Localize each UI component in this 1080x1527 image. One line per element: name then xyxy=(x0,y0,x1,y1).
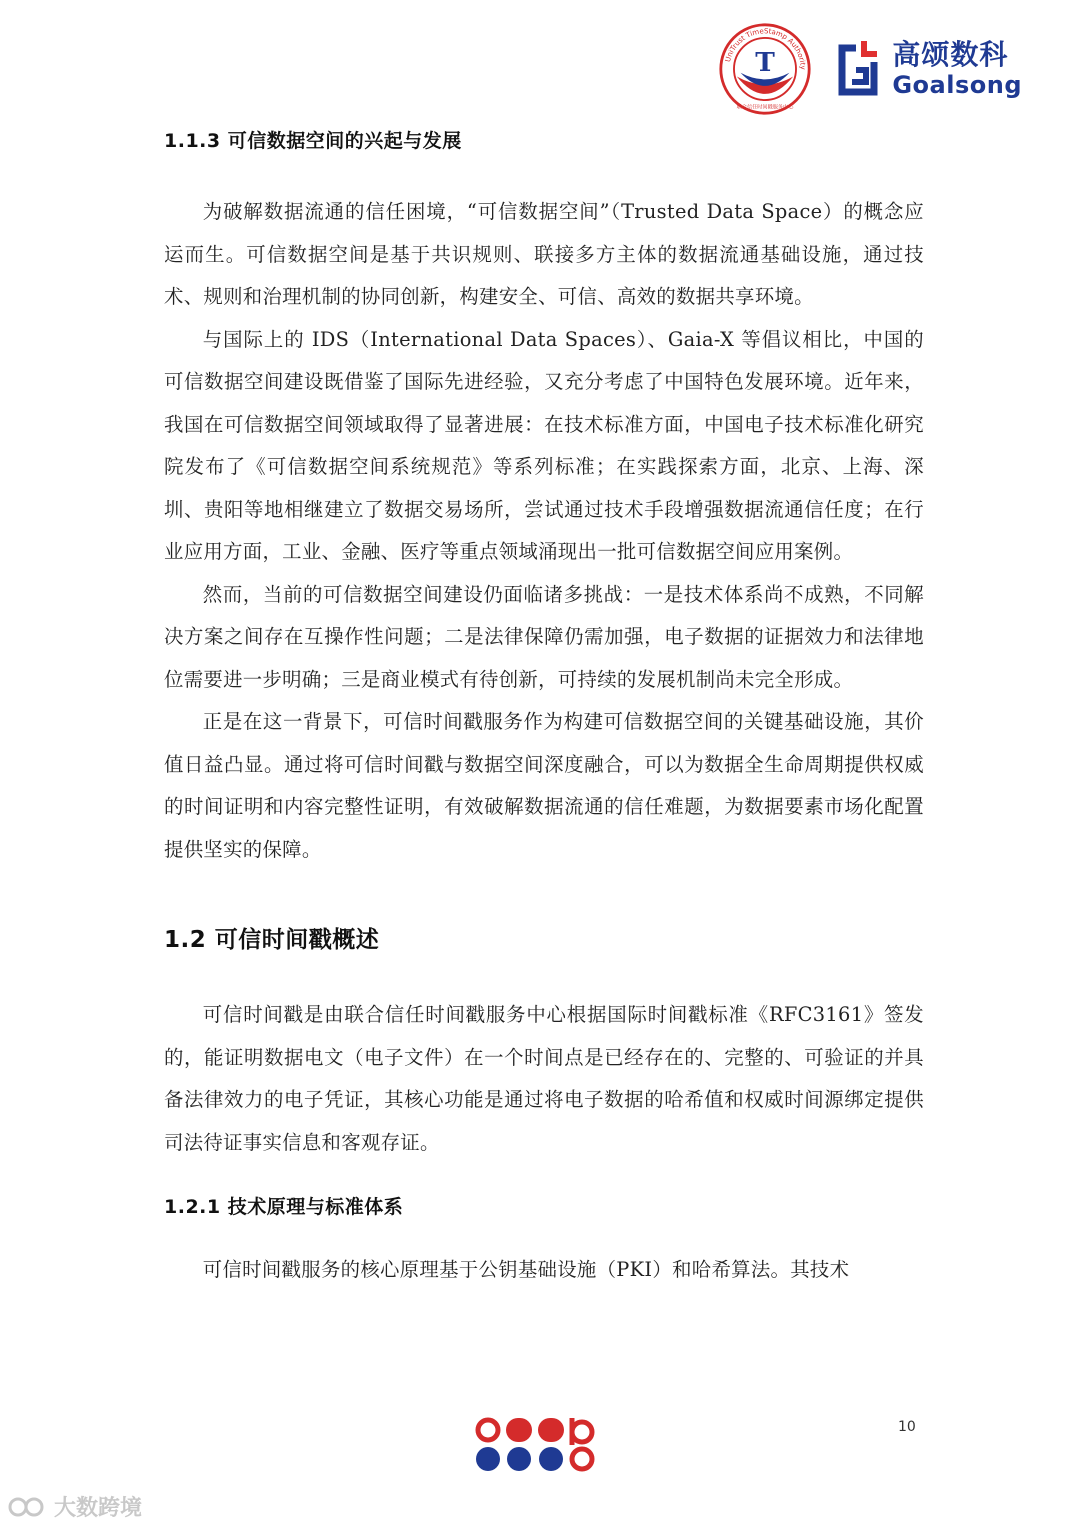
header-logos xyxy=(718,22,1022,116)
paragraph: 可信时间戳服务的核心原理基于公钥基础设施（PKI）和哈希算法。其技术 xyxy=(202,1258,850,1281)
heading-1-1-3: 1.1.3 可信数据空间的兴起与发展 xyxy=(164,130,462,152)
tsa-seal-logo xyxy=(718,22,812,116)
svg-text:T: T xyxy=(755,46,776,78)
goalsong-logo xyxy=(834,40,1022,98)
paragraph: 正是在这一背景下，可信时间戳服务作为构建可信数据空间的关键基础设施，其价值日益凸显。通过将可信时间戳与数据空间深度融合，可以为数据全生命周期提供权威的时间证明和内容完整性证明，有效破解数据流通的信任难题，为数据要素市场化配置提供坚实的保障。 xyxy=(164,710,924,861)
paragraph: 然而，当前的可信数据空间建设仍面临诸多挑战：一是技术体系尚不成熟，不同解决方案之间存在互操作性问题；二是法律保障仍需加强，电子数据的证据效力和法律地位需要进一步明确；三是商业模式有待创新，可持续的发展机制尚未完全形成。 xyxy=(164,582,924,691)
watermark-logo-icon xyxy=(8,1494,48,1520)
paragraph: 与国际上的 IDS（International Data Spaces）、Gaia-X 等倡议相比，中国的可信数据空间建设既借鉴了国际先进经验，又充分考虑了中国特色发展环境。近年来，我国在可信数据空间领域取得了显著进展：在技术标准方面，中国电子技术标准化研究院发布了《可信数据空间系统规范》等系列标准；在实践探索方面，北京、上海、深圳、贵阳等地相继建立了数据交易场所，尝试通过技术手段增强数据流通信任度；在行业应用方面，工业、金融、医疗等重点领域涌现出一批可信数据空间应用案例。 xyxy=(164,327,924,563)
heading-1-2-1: 1.2.1 技术原理与标准体系 xyxy=(164,1196,404,1218)
page-number: 10 xyxy=(898,1419,916,1435)
paragraph: 可信时间戳是由联合信任时间戳服务中心根据国际时间戳标准《RFC3161》签发的，能证明数据电文（电子文件）在一个时间点是已经存在的、完整的、可验证的并具备法律效力的电子凭证，其核心功能是通过将电子数据的哈希值和权威时间源绑定提供司法待证事实信息和客观存证。 xyxy=(164,1003,924,1154)
heading-1-2: 1.2 可信时间戳概述 xyxy=(164,927,380,953)
paragraph: 为破解数据流通的信任困境，“可信数据空间”（Trusted Data Space）的概念应运而生。可信数据空间是基于共识规则、联接多方主体的数据流通基础设施，通过技术、规则和治理机制的协同创新，构建安全、可信、高效的数据共享环境。 xyxy=(164,200,924,308)
watermark-text: 大数跨境 xyxy=(54,1496,143,1521)
document-body xyxy=(164,126,924,1292)
goalsong-mark-icon xyxy=(834,40,882,98)
svg-text:UniTrust TimeStamp Authority: UniTrust TimeStamp Authority xyxy=(723,26,809,70)
company-name-en: Goalsong xyxy=(892,71,1022,99)
watermark xyxy=(8,1491,142,1522)
svg-text:联合信任时间戳服务中心: 联合信任时间戳服务中心 xyxy=(736,104,794,111)
footer-dots-logo xyxy=(472,1415,602,1475)
company-name-cn: 高颂数科 xyxy=(892,38,1009,71)
